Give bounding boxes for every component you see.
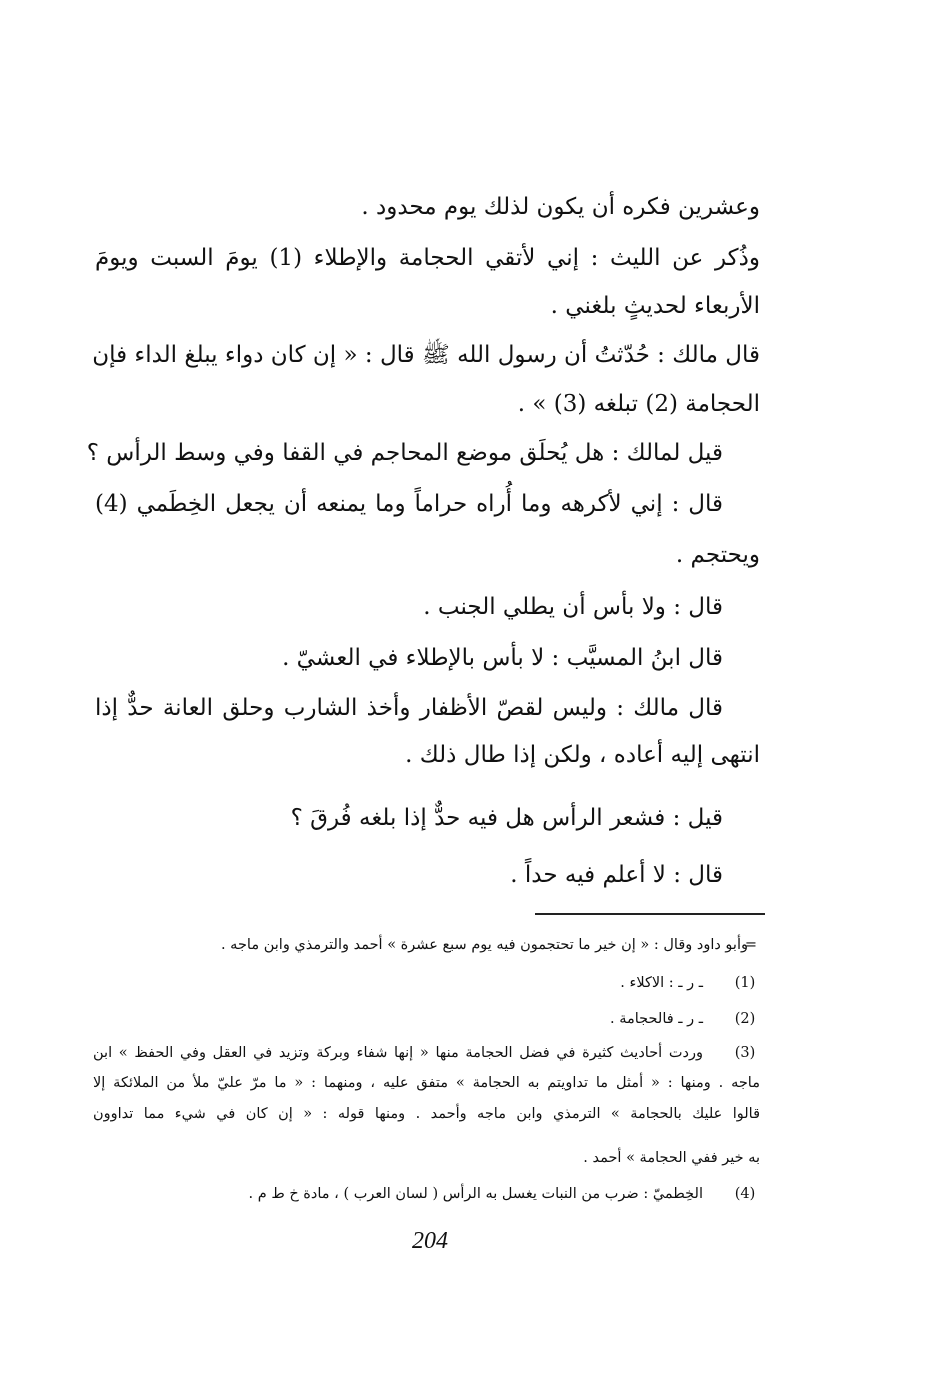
footnote-separator: [535, 913, 765, 915]
footnote-text: ـ ر ـ : الاكلاء .: [620, 975, 703, 991]
body-line: قيل : فشعر الرأس هل فيه حدٌّ إذا بلغه فُرقَ ؟: [290, 805, 723, 831]
body-line: انتهى إليه أعاده ، ولكن إذا طال ذلك .: [405, 742, 760, 768]
body-line: قال مالك : حُدّثتُ أن رسول الله ﷺ قال : « إن كان دواء يبلغ الداء فإن: [92, 342, 760, 368]
body-line: الحجامة (2) تبلغه (3) » .: [517, 391, 760, 417]
body-line: وذُكر عن الليث : إني لأتقي الحجامة والإطلاء (1) يومَ السبت ويومَ: [95, 245, 760, 271]
footnote-number: (3): [734, 1045, 756, 1061]
body-line: قال : إني لأكرهه وما أُراه حراماً وما يمنعه أن يجعل الخِطَمي (4): [95, 491, 723, 517]
body-line: ويحتجم .: [675, 542, 760, 568]
footnote-text: ـ ر ـ فالحجامة .: [610, 1011, 703, 1027]
body-line: قيل لمالك : هل يُحلَق موضع المحاجم في القفا وفي وسط الرأس ؟: [86, 440, 723, 466]
footnote-text: وردت أحاديث كثيرة في فضل الحجامة منها « إنها شفاء وبركة وتزيد في العقل وفي الحفظ » ابن: [93, 1045, 703, 1061]
body-line: قال : ولا بأس أن يطلي الجنب .: [423, 594, 723, 620]
body-line: قال : لا أعلم فيه حداً .: [510, 862, 723, 888]
footnote-text: الخِطميّ : ضرب من النبات يغسل به الرأس ( لسان العرب ) ، مادة خ ط م .: [248, 1186, 703, 1202]
footnote-continuation-marker: =: [744, 937, 758, 953]
body-line: الأربعاء لحديثٍ بلغني .: [550, 293, 760, 319]
page-number: 204: [412, 1228, 448, 1254]
footnote-continuation: وأبو داود وقال : « إن خير ما تحتجمون فيه يوم سبع عشرة » أحمد والترمذي وابن ماجه .: [220, 937, 748, 953]
footnote-text: ماجه . ومنها : « أمثل ما تداويتم به الحجامة » متفق عليه ، ومنهما : « ما مرّ عليّ ملأ من الملائكة إلا: [93, 1075, 760, 1091]
body-line: قال مالك : وليس لقصّ الأظفار وأخذ الشارب وحلق العانة حدٌّ إذا: [95, 695, 723, 721]
footnote-text: به خير ففي الحجامة » أحمد .: [583, 1150, 760, 1166]
footnote-text: قالوا عليك بالحجامة » الترمذي وابن ماجه وأحمد . ومنها قوله : « إن كان في شيء مما تداوون: [93, 1106, 760, 1122]
footnote-number: (1): [734, 975, 756, 991]
body-line: قال ابنُ المسيَّب : لا بأس بالإطلاء في العشيّ .: [282, 645, 723, 671]
footnote-number: (2): [734, 1011, 756, 1027]
footnote-number: (4): [734, 1186, 756, 1202]
body-line: وعشرين فكره أن يكون لذلك يوم محدود .: [361, 194, 760, 220]
